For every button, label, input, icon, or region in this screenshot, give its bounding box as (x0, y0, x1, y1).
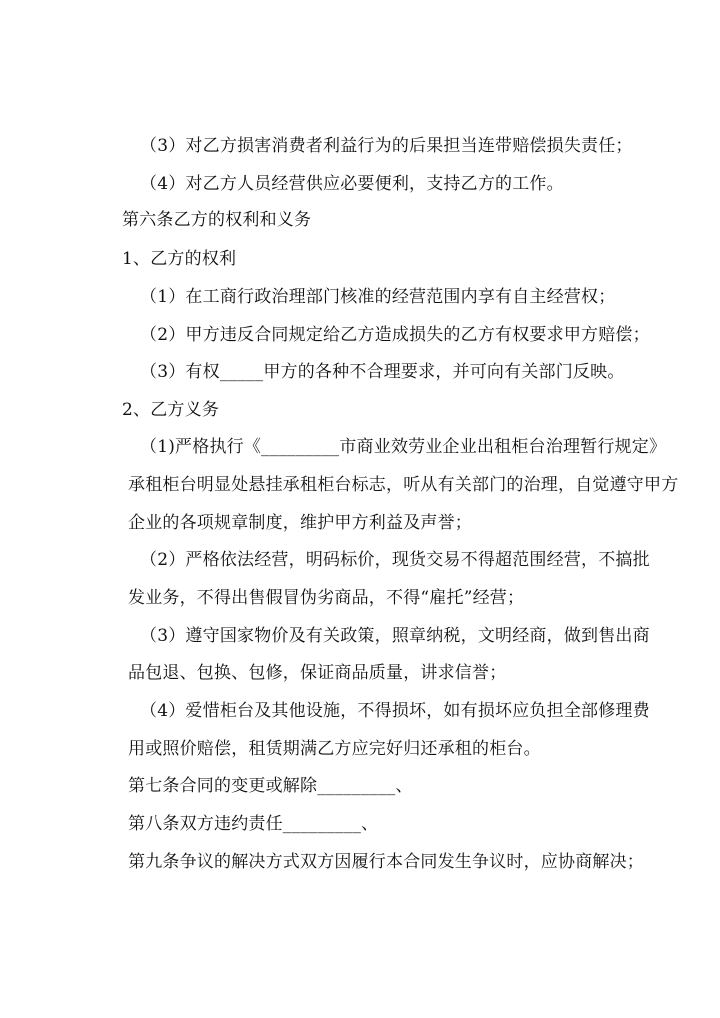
obligations-item-2-line-2: 发业务，不得出售假冒伪劣商品，不得“雇托”经营； (128, 588, 525, 608)
rights-item-3: （3）有权_____甲方的各种不合理要求，并可向有关部门反映。 (140, 362, 625, 382)
obligations-item-1-line-2: 承租柜台明显处悬挂承租柜台标志，听从有关部门的治理，自觉遵守甲方 (128, 475, 679, 495)
clause-5-item-4: （4）对乙方人员经营供应必要便利，支持乙方的工作。 (140, 174, 564, 194)
article-6-heading: 第六条乙方的权利和义务 (122, 210, 312, 230)
obligations-item-1-line-1: （1)严格执行《_________市商业效劳业企业出租柜台治理暂行规定》 (140, 437, 667, 457)
article-9-heading: 第九条争议的解决方式双方因履行本合同发生争议时，应协商解决； (128, 852, 644, 872)
obligations-item-3-line-1: （3）遵守国家物价及有关政策，照章纳税，文明经商，做到售出商 (140, 626, 650, 646)
obligations-item-2-line-1: （2）严格依法经营，明码标价，现货交易不得超范围经营，不搞批 (140, 550, 650, 570)
rights-heading: 1、乙方的权利 (122, 249, 237, 269)
obligations-item-4-line-1: （4）爱惜柜台及其他设施，不得损坏，如有损坏应负担全部修理费 (140, 701, 650, 721)
obligations-item-4-line-2: 用或照价赔偿，租赁期满乙方应完好归还承租的柜台。 (128, 739, 541, 759)
obligations-item-3-line-2: 品包退、包换、包修，保证商品质量，讲求信誉； (128, 663, 507, 683)
rights-item-2: （2）甲方违反合同规定给乙方造成损失的乙方有权要求甲方赔偿； (140, 325, 650, 345)
obligations-heading: 2、乙方义务 (122, 400, 220, 420)
article-7-heading: 第七条合同的变更或解除_________、 (128, 776, 413, 796)
article-8-heading: 第八条双方违约责任_________、 (128, 814, 379, 834)
obligations-item-1-line-3: 企业的各项规章制度，维护甲方利益及声誉； (128, 513, 472, 533)
clause-5-item-3: （3）对乙方损害消费者利益行为的后果担当连带赔偿损失责任； (140, 136, 633, 156)
rights-item-1: （1）在工商行政治理部门核准的经营范围内享有自主经营权； (140, 287, 616, 307)
